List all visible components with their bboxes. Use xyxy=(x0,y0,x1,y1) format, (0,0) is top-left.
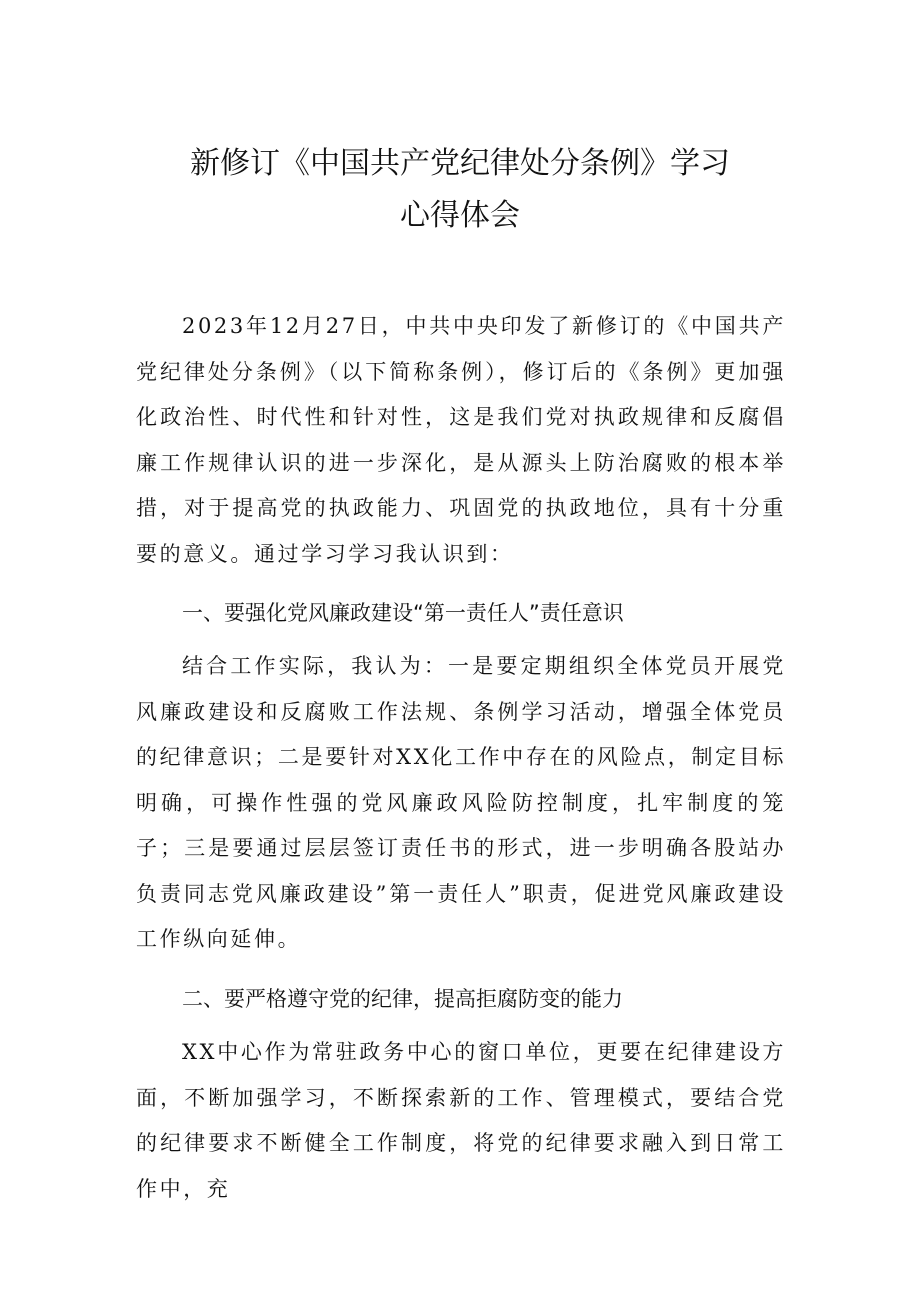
section-heading-1: 一、要强化党风廉政建设“第一责任人”责任意识 xyxy=(182,601,624,625)
document-title-line-2: 心得体会 xyxy=(400,198,520,233)
document-title-line-1: 新修订《中国共产党纪律处分条例》学习 xyxy=(190,146,730,181)
section-heading-2: 二、要严格遵守党的纪律，提高拒腐防变的能力 xyxy=(182,987,623,1011)
paragraph-section-1: 结合工作实际，我认为：一是要定期组织全体党员开展党风廉政建设和反腐败工作法规、条例学习活动，增强全体党员的纪律意识；二是要针对XX化工作中存在的风险点，制定目标明确，可操作性强的党风廉政风险防控制度，扎牢制度的笼子；三是要通过层层签订责任书的形式，进一步明确各股站办负责同志党风廉政建设”第一责任人”职责，促进党风廉政建设工作纵向延伸。 xyxy=(136,654,786,951)
paragraph-section-2: XX中心作为常驻政务中心的窗口单位，更要在纪律建设方面，不断加强学习，不断探索新的工作、管理模式，要结合党的纪律要求不断健全工作制度，将党的纪律要求融入到日常工作中，充 xyxy=(136,1040,786,1201)
paragraph-intro: 2023年12月27日，中共中央印发了新修订的《中国共产党纪律处分条例》（以下简称条例），修订后的《条例》更加强化政治性、时代性和针对性，这是我们党对执政规律和反腐倡廉工作规律认识的进一步深化，是从源头上防治腐败的根本举措，对于提高党的执政能力、巩固党的执政地位，具有十分重要的意义。通过学习学习我认识到： xyxy=(136,314,786,566)
